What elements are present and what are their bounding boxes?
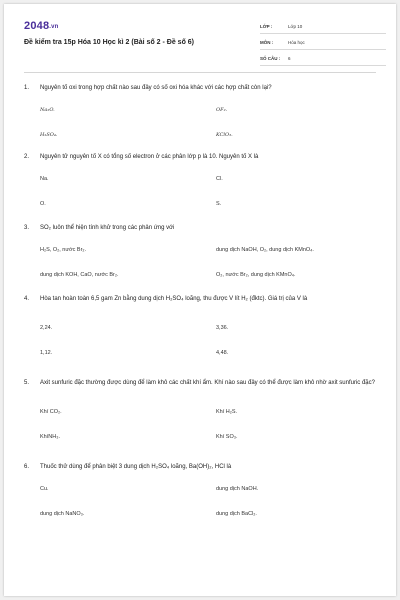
exam-meta xyxy=(260,20,386,68)
question-text: Thuốc thử dùng để phân biệt 3 dung dịch H₂SO₄ loãng, Ba(OH)₂, HCl là xyxy=(40,464,232,470)
option-c[interactable]: KhíNH₃. xyxy=(40,434,60,440)
option-c[interactable]: dung dịch NaNO₃. xyxy=(40,511,85,517)
option-a[interactable]: Na. xyxy=(40,176,49,182)
meta-subject-label: MÔN : xyxy=(260,40,274,45)
option-a[interactable]: H₂S, O₂, nước Br₂. xyxy=(40,247,87,253)
question-text: SO₂ luôn thể hiện tính khử trong các phản ứng với xyxy=(40,225,175,231)
option-b[interactable]: dung dịch NaOH, O₂, dung dịch KMnO₄. xyxy=(216,247,314,253)
site-logo[interactable]: 2048.vn xyxy=(24,20,59,32)
question-number: 5. xyxy=(24,380,30,386)
option-a[interactable]: Cu. xyxy=(40,486,49,492)
meta-class-label: LỚP : xyxy=(260,24,273,29)
question-text: Hòa tan hoàn toàn 6,5 gam Zn bằng dung dịch H₂SO₄ loãng, thu được V lít H₂ (đktc). Giá trị của V là xyxy=(40,296,308,302)
question-4 xyxy=(24,295,376,356)
question-text: Nguyên tử nguyên tố X có tổng số electron ở các phân lớp p là 10. Nguyên tố X là xyxy=(40,154,259,160)
option-a[interactable]: Khí CO₂. xyxy=(40,409,62,415)
option-d[interactable]: KClO₃. xyxy=(216,132,233,138)
header-divider xyxy=(24,72,376,73)
meta-subject xyxy=(260,36,386,50)
option-d[interactable]: S. xyxy=(216,201,222,207)
meta-class xyxy=(260,20,386,34)
question-1 xyxy=(24,84,376,138)
question-2 xyxy=(24,153,376,207)
option-b[interactable]: OF₂. xyxy=(216,107,228,113)
exam-title: Đề kiểm tra 15p Hóa 10 Học kì 2 (Bài số 2 - Đề số 6) xyxy=(24,39,195,46)
option-c[interactable]: H₂SO₄. xyxy=(40,132,58,138)
exam-page xyxy=(4,4,396,596)
option-d[interactable]: Khí SO₃. xyxy=(216,434,238,440)
option-b[interactable]: Cl. xyxy=(216,176,223,182)
question-6 xyxy=(24,463,376,517)
meta-count-label: SỐ CÂU : xyxy=(260,56,281,61)
question-3 xyxy=(24,224,376,278)
question-5 xyxy=(24,379,376,440)
option-a[interactable]: 2,24. xyxy=(40,325,53,331)
option-b[interactable]: dung dịch NaOH. xyxy=(216,486,259,492)
question-number: 6. xyxy=(24,464,30,470)
option-b[interactable]: 3,36. xyxy=(216,325,229,331)
option-d[interactable]: O₂, nước Br₂, dung dịch KMnO₄. xyxy=(216,272,296,278)
option-c[interactable]: dung dịch KOH, CaO, nước Br₂. xyxy=(40,272,119,278)
option-c[interactable]: O. xyxy=(40,201,46,207)
question-number: 3. xyxy=(24,225,30,231)
meta-subject-value: Hóa học xyxy=(288,40,305,45)
question-number: 2. xyxy=(24,154,30,160)
question-text: Axit sunfuric đặc thường được dùng để làm khô các chất khí ẩm. Khí nào sau đây có thể được làm khô nhờ axit sunfuric đặc? xyxy=(40,380,375,386)
option-c[interactable]: 1,12. xyxy=(40,350,53,356)
question-number: 1. xyxy=(24,85,30,91)
question-text: Nguyên tố oxi trong hợp chất nào sau đây có số oxi hóa khác với các hợp chất còn lại? xyxy=(40,85,272,91)
option-b[interactable]: Khí H₂S. xyxy=(216,409,238,415)
option-d[interactable]: dung dịch BaCl₂. xyxy=(216,511,257,517)
exam-header xyxy=(4,4,396,66)
meta-count-value: 6 xyxy=(288,56,291,61)
option-d[interactable]: 4,48. xyxy=(216,350,229,356)
question-number: 4. xyxy=(24,296,30,302)
meta-count xyxy=(260,52,386,66)
option-a[interactable]: Na₂O. xyxy=(40,107,55,113)
meta-class-value: Lớp 10 xyxy=(288,24,303,29)
